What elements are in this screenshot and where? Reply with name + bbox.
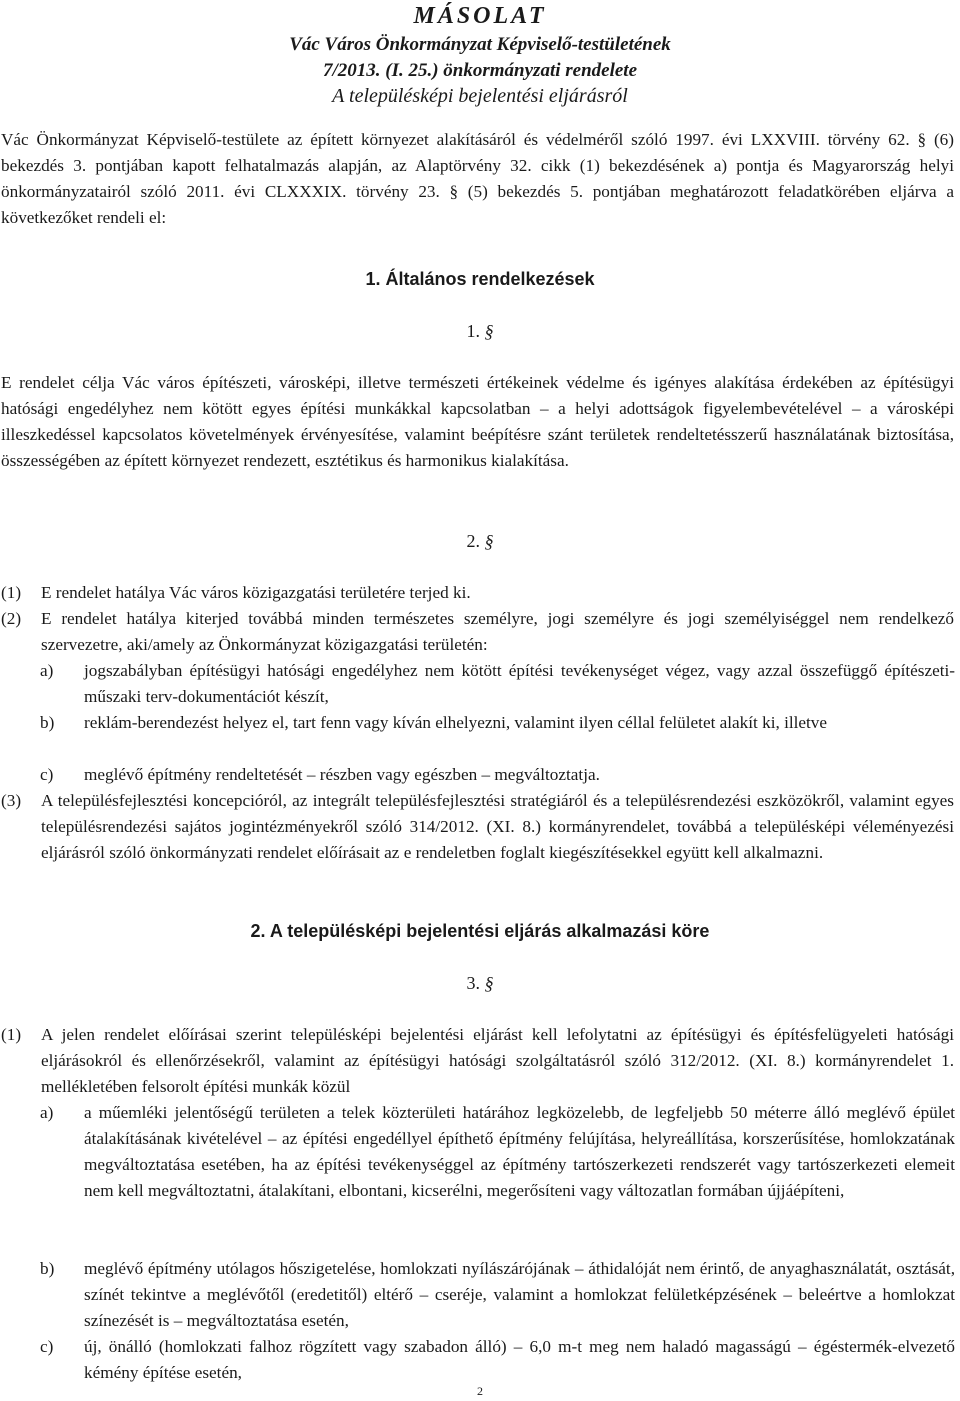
paragraph-number: (3) [1,791,22,810]
section-3-paragraph-1 [1,1022,954,1100]
list-item [0,658,955,710]
paragraph-number: (2) [1,609,22,628]
list-item-text: meglévő építmény utólagos hőszigetelése, homlokzati nyílászárójának – áthidalóját nem érintő, de anyaghasználatát, osztását, színét tekintve a meglévőtől (eredetitől) eltérő – cseréje, valamint a homlokzat felületképzésének – beleértve a homlokzat színezését is – megváltoztatása esetén, [84,1259,955,1330]
section-sign-icon: § [484,321,494,341]
paragraph-text: A településfejlesztési koncepcióról, az integrált településfejlesztési stratégiáról és a településrendezési eszközökről, valamint egyes településrendezési sajátos jogintézményekről szóló 314/2012. (XI. 8.) kormányrendelet, továbbá a településképi véleményezési eljárásról szóló önkormányzati rendelet előírásait az e rendeletben foglalt kiegészítésekkel együtt kell alkalmazni. [41,791,954,862]
preamble: Vác Önkormányzat Képviselő-testülete az épített környezet alakításáról és védelméről szóló 1997. évi LXXVIII. törvény 62. § (6) bekezdés 3. pontjában kapott felhatalmazás alapján, az Alaptörvény 32. cikk (1) bekezdésének a) pontja és Magyarország helyi önkormányzatairól szóló 2011. évi CLXXXIX. törvény 23. § (5) bekezdés 5. pontjában meghatározott feladatkörében eljárva a következőket rendeli el: [1,130,954,227]
decree-subject: A településképi bejelentési eljárásról [332,85,628,107]
list-item-label: a) [40,661,54,680]
list-item [0,1256,955,1334]
decree-number: 7/2013. (I. 25.) önkormányzati rendelete [322,60,638,81]
paragraph-text: A jelen rendelet előírásai szerint településképi bejelentési eljárást kell lefolytatni az építésügyi és építésfelügyeleti hatósági eljárásokról és ellenőrzésekről, valamint az építésügyi hatósági szolgáltatásról szóló 312/2012. (XI. 8.) kormányrendelet 1. mellékletében felsorolt építési munkák közül [41,1025,954,1096]
section-2-heading [0,528,960,554]
list-item-text: a műemléki jelentőségű területen a telek közterületi határához legközelebb, de legfeljebb 50 méterre álló meglévő épület átalakításának kivételével – az építési engedéllyel építhető építmény felújítása, helyreállítása, korszerűsítése, homlokzatának megváltoztatása esetében, ha az építési tevékenységgel az építmény tartószerkezeti rendszerét vagy tartószerkezeti elemeit nem kell megváltoztatni, átalakítani, elbontani, kicserélni, megerősíteni vagy változatlan formában újjáépíteni, [84,1103,955,1200]
section-1-text: E rendelet célja Vác város építészeti, városképi, illetve természeti értékeinek védelme és igényes alakítása érdekében az építésügyi hatósági engedélyhez nem kötött egyes építési munkákkal kapcsolatban – a helyi adottságok figyelembevételével – a városképi illeszkedéssel kapcsolatos követelmények érvényesítése, valamint beépítésre szánt területek rendeltetésszerű használatának biztosítása, összességében az épített környezet rendezett, esztétikus és harmonikus kialakítása. [1,373,954,470]
paragraph-text: E rendelet hatálya Vác város közigazgatási területére terjed ki. [41,583,471,602]
list-item-text: jogszabályban építésügyi hatósági engedélyhez nem kötött építési tevékenységet végez, vagy azzal összefüggő építészeti-műszaki terv-dokumentációt készít, [84,661,955,706]
section-sign-icon: § [484,531,494,551]
list-item [0,762,955,788]
issuer-title: Vác Város Önkormányzat Képviselő-testületének [289,34,671,55]
section-number: 2. [466,531,480,551]
section-2-paragraph-3 [1,788,954,866]
section-1-heading [0,318,960,344]
list-item-label: a) [40,1103,54,1122]
paragraph-text: E rendelet hatálya kiterjed továbbá minden természetes személyre, jogi személyre és jogi személyiséggel nem rendelkező szervezetre, aki/amely az Önkormányzat közigazgatási területén: [41,609,954,654]
list-item [0,1334,955,1386]
section-2-paragraph-1 [1,580,954,606]
chapter-1-heading: 1. Általános rendelkezések [365,269,595,289]
list-item-text: reklám-berendezést helyez el, tart fenn vagy kíván elhelyezni, valamint ilyen céllal felületet alakít ki, illetve [84,713,828,732]
list-item [0,710,955,736]
list-item-label: b) [40,1259,55,1278]
list-item-text: meglévő építmény rendeltetését – részben vagy egészben – megváltoztatja. [84,765,600,784]
list-item-text: új, önálló (homlokzati falhoz rögzített vagy szabadon álló) – 6,0 m-t meg nem haladó magasságú – égéstermék-elvezető kémény építése esetén, [84,1337,955,1382]
list-item [0,1100,955,1204]
list-item-label: c) [40,1337,54,1356]
copy-stamp-title: MÁSOLAT [413,3,547,29]
chapter-2-heading: 2. A településképi bejelentési eljárás alkalmazási köre [250,921,710,941]
section-number: 3. [466,973,480,993]
paragraph-number: (1) [1,583,22,602]
page-number: 2 [477,1384,483,1398]
list-item-label: c) [40,765,54,784]
section-2-paragraph-2 [1,606,954,658]
section-3-heading [0,970,960,996]
list-item-label: b) [40,713,55,732]
section-number: 1. [466,321,480,341]
section-sign-icon: § [484,973,494,993]
paragraph-number: (1) [1,1025,22,1044]
